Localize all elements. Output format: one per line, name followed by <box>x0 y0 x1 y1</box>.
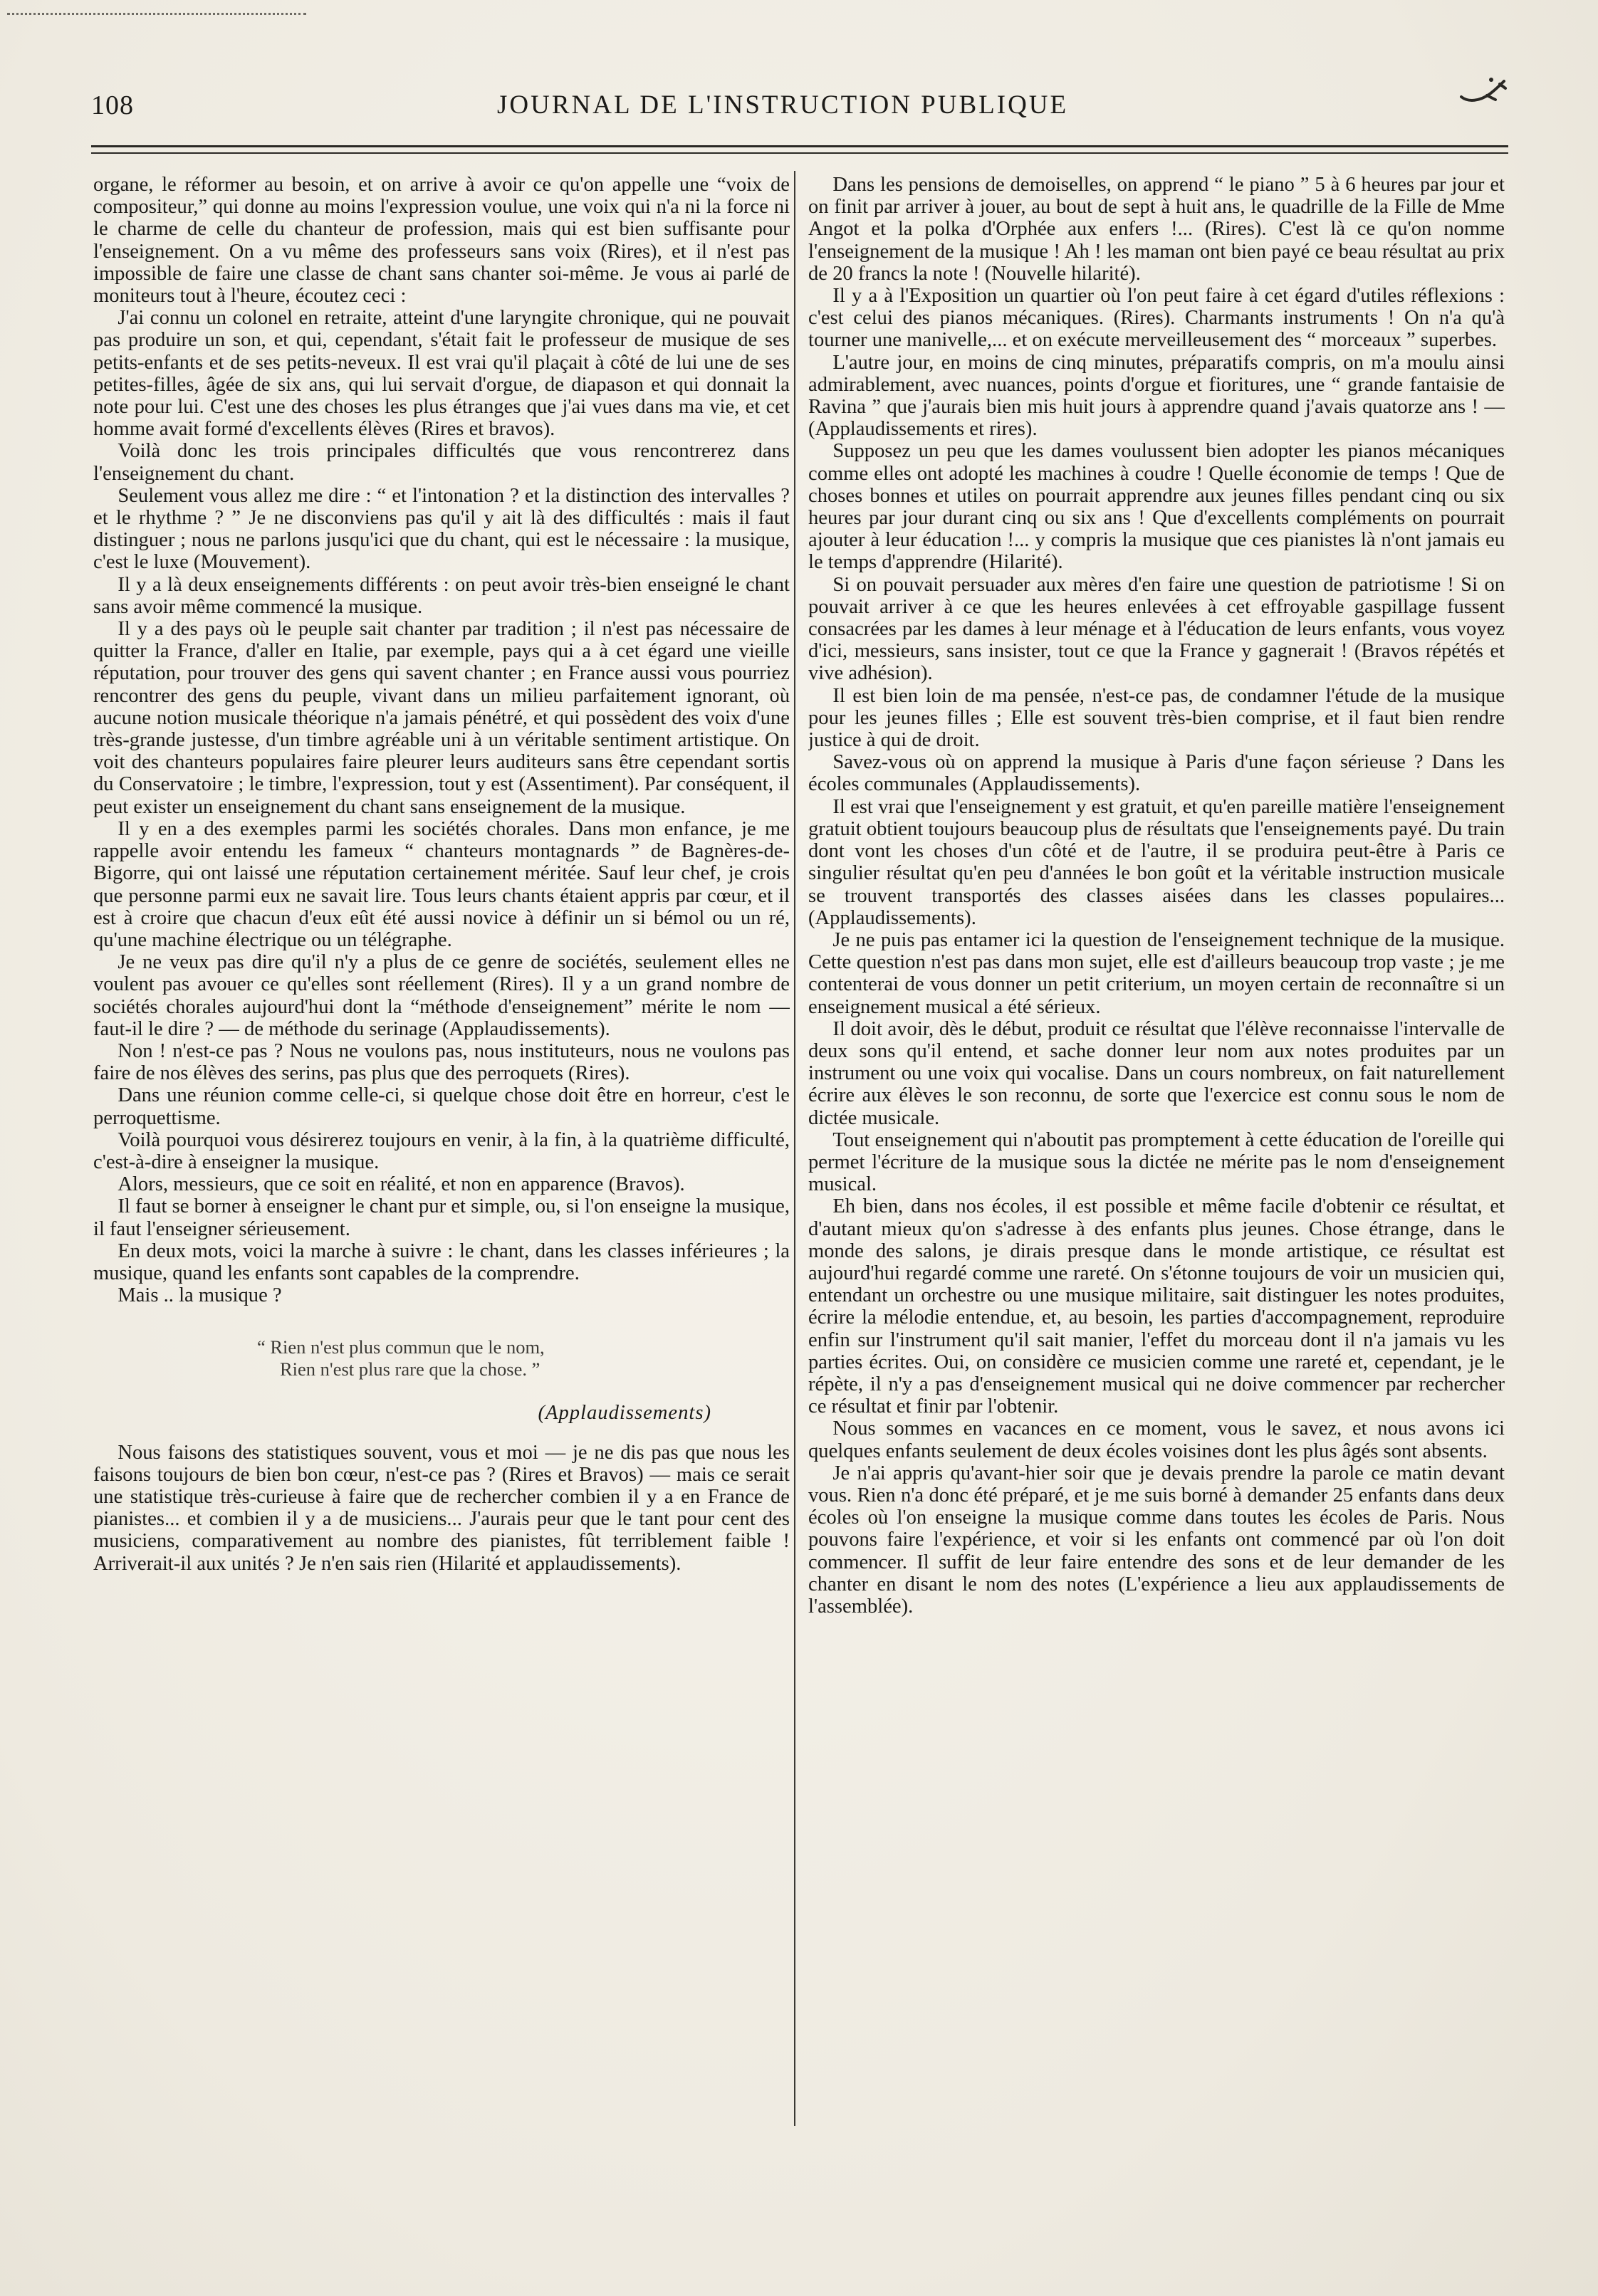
paragraph: Il est vrai que l'enseignement y est gratuit, et qu'en pareille matière l'enseignement gratuit obtient toujours beaucoup plus de résultats que l'enseignements payé. Du train dont vont les choses d'un côté et de l'autre, il se produira peut-être à Paris ce singulier résultat qu'en peu d'années le bon goût et la véritable instruction musicale se trouvent transportés des classes aisées dans les classes populaires... (Applaudissements). <box>808 795 1505 929</box>
header-rule-thin <box>91 152 1508 154</box>
paragraph: Seulement vous allez me dire : “ et l'intonation ? et la distinction des intervalles ? et le rhythme ? ” Je ne disconviens pas qu'il y ait là des difficultés : mais il faut distinguer ; nous ne parlons jusqu'ici que du chant, qui est le nécessaire : la musique, c'est le luxe (Mouvement). <box>93 484 790 574</box>
paragraph: En deux mots, voici la marche à suivre : le chant, dans les classes inférieures ; la musique, quand les enfants sont capables de la comprendre. <box>93 1239 790 1284</box>
paragraph: Il y en a des exemples parmi les sociétés chorales. Dans mon enfance, je me rappelle avoir entendu les fameux “ chanteurs montagnards ” de Bagnères-de-Bigorre, qui ont laissé une réputation certainement méritée. Sauf leur chef, je crois que personne parmi eux ne savait lire. Tous leurs chants étaient appris par cœur, et il est à croire que chacun d'eux eût été aussi novice à définir un si bémol ou un ré, qu'une machine électrique ou un télégraphe. <box>93 817 790 951</box>
paragraph: Je ne puis pas entamer ici la question de l'enseignement technique de la musique. Cette question n'est pas dans mon sujet, elle est d'ailleurs beaucoup trop vaste ; je me contenterai de vous donner un petit criterium, un moyen certain de reconnaître si un enseignement musical a été sérieux. <box>808 928 1505 1018</box>
paragraph: Savez-vous où on apprend la musique à Paris d'une façon sérieuse ? Dans les écoles communales (Applaudissements). <box>808 751 1505 796</box>
paragraph: L'autre jour, en moins de cinq minutes, préparatifs compris, on m'a moulu ainsi admirablement, avec nuances, points d'orgue et fioritures, une “ grande fantaisie de Ravina ” que j'aurais bien mis huit jours à apprendre quand j'avais quatorze ans ! — (Applaudissements et rires). <box>808 351 1505 441</box>
paragraph: Mais .. la musique ? <box>118 1284 282 1307</box>
header-rule-thick <box>91 145 1508 147</box>
paragraph: J'ai connu un colonel en retraite, atteint d'une laryngite chronique, qui ne pouvait pas produire un son, et qui, cependant, s'était fait le professeur de musique de ses petits-enfants et de ses petits-neveux. Il est vrai qu'il plaçait à côté de lui une de ses petites-filles, âgée de six ans, qui lui servait d'orgue, de diapason et qui donnait la note pour lui. C'est une des choses les plus étranges que j'ai vues dans ma vie, et cet homme avait formé d'excellents élèves (Rires et bravos). <box>93 307 790 441</box>
paragraph: Je ne veux pas dire qu'il n'y a plus de ce genre de sociétés, seulement elles ne voulent pas avouer ce qu'elles sont réellement (Rires). Il y a un grand nombre de sociétés chorales aujourd'hui dont la “méthode d'enseignement” mérite le nom — faut-il le dire ? — de méthode du serinage (Applaudissements). <box>93 951 790 1040</box>
paragraph: Il y a à l'Exposition un quartier où l'on peut faire à cet égard d'utiles réflexions : c'est celui des pianos mécaniques. (Rires). Charmants instruments ! On n'a qu'à tourner une manivelle,... et on exécute merveilleusement des “ morceaux ” superbes. <box>808 285 1505 352</box>
paragraph: Non ! n'est-ce pas ? Nous ne voulons pas, nous instituteurs, nous ne voulons pas faire de nos élèves des serins, pas plus que des perroquets (Rires). <box>93 1039 790 1085</box>
page-header <box>91 85 1501 128</box>
paragraph: organe, le réformer au besoin, et on arrive à avoir ce qu'on appelle une “voix de compositeur,” qui donne au moins l'expression voulue, une voix qui n'a ni la force ni le charme de celle du chanteur de profession, mais qui est bien suffisante pour l'enseignement. On a vu même des professeurs sans voix (Rires), et il n'est pas impossible de faire une classe de chant sans chanter soi-même. Je vous ai parlé de moniteurs tout à l'heure, écoutez ceci : <box>93 174 790 308</box>
verse-quote <box>93 1336 790 1380</box>
left-column <box>93 174 790 2124</box>
paragraph: Dans les pensions de demoiselles, on apprend “ le piano ” 5 à 6 heures par jour et on finit par arriver à jouer, au bout de sept à huit ans, le quadrille de la Fille de Mme Angot et la polka d'Orphée aux enfers !... (Rires). C'est là ce qu'on nomme l'enseignement de la musique ! Ah ! les maman ont bien payé ce beau résultat au prix de 20 francs la note ! (Nouvelle hilarité). <box>808 174 1505 285</box>
paragraph: Il est bien loin de ma pensée, n'est-ce pas, de condamner l'étude de la musique pour les jeunes filles ; Elle est souvent très-bien comprise, et il faut bien rendre justice à qui de droit. <box>808 684 1505 752</box>
paragraph: Si on pouvait persuader aux mères d'en faire une question de patriotisme ! Si on pouvait arriver à ce que les heures enlevées à cet effroyable gaspillage fussent consacrées par les dames à leur ménage et à l'éducation de leurs enfants, vous voyez d'ici, messieurs, sans insister, tout ce que la France y gagnerait ! (Bravos répétés et vive adhésion). <box>808 573 1505 685</box>
paragraph: Il doit avoir, dès le début, produit ce résultat que l'élève reconnaisse l'intervalle de deux sons qu'il entend, et sache donner leur nom aux notes produites par un instrument ou une voix qui vocalise. Dans un cours nombreux, on fait naturellement écrire aux élèves le son reconnu, de sorte que l'exercice est connu sous le nom de dictée musicale. <box>808 1017 1505 1129</box>
paragraph: Supposez un peu que les dames voulussent bien adopter les pianos mécaniques comme elles ont adopté les machines à coudre ! Quelle économie de temps ! Que de choses bonnes et utiles on pourrait apprendre aux jeunes filles pendant cinq ou six heures par jour durant cinq ou six ans ! Que d'excellents compléments on pourrait ajouter à leur éducation !... y compris la musique que ces pianistes là n'ont jamais eu le temps d'apprendre (Hilarité). <box>808 440 1505 574</box>
paragraph: Il faut se borner à enseigner le chant pur et simple, ou, si l'on enseigne la musique, il faut l'enseigner sérieusement. <box>93 1195 790 1240</box>
paragraph: Eh bien, dans nos écoles, il est possible et même facile d'obtenir ce résultat, et d'autant mieux qu'on s'adresse à des enfants plus jeunes. Chose étrange, dans le monde des salons, je dirais presque dans le monde artistique, ce résultat est aujourd'hui regardé comme une rareté. On s'étonne toujours de voir un musicien qui, entendant un orchestre ou une musique militaire, sait distinguer les notes produites, écrire la mélodie entendue, et, au besoin, les parties d'accompagnement, reproduire enfin sur l'instrument qu'il sait manier, l'effet du morceau dont il n'a jamais vu les parties écrites. Oui, on considère ce musicien comme une rareté et, cependant, je le répète, il n'y a pas d'enseignement musical qui ne doive commencer par rechercher ce résultat et finir par l'obtenir. <box>808 1195 1505 1418</box>
right-column <box>808 174 1505 2124</box>
paragraph: Il y a des pays où le peuple sait chanter par tradition ; il n'est pas nécessaire de quitter la France, d'aller en Italie, par exemple, pays qui a à cet égard une vieille réputation, pour trouver des gens qui savent chanter ; en France aussi vous pourriez rencontrer des gens du peuple, vivant dans un milieu parfaitement ignorant, où aucune notion musicale théorique n'a jamais pénétré, et qui possèdent des voix d'une très-grande justesse, d'un timbre agréable uni à un véritable sentiment artistique. On voit des chanteurs populaires faire pleurer leurs auditeurs sans être cependant sortis du Conservatoire ; le timbre, l'expression, tout y est (Assentiment). Par conséquent, il peut exister un enseignement du chant sans enseignement de la musique. <box>93 618 790 818</box>
applause-note: (Applaudissements) <box>538 1402 711 1425</box>
paragraph: Je n'ai appris qu'avant-hier soir que je devais prendre la parole ce matin devant vous. Rien n'a donc été préparé, et je me suis borné à demander 25 enfants dans deux écoles où l'on enseigne la musique comme dans toutes les écoles de Paris. Nous pouvons faire l'expérience, et voir si les enfants ont commencé par où l'on doit commencer. Il suffit de leur faire entendre des sons et de leur demander de les chanter en disant le nom des notes (L'expérience a lieu aux applaudissements de l'assemblée). <box>808 1462 1505 1618</box>
ink-mark-icon <box>1458 74 1508 110</box>
top-dotted-rule <box>7 13 306 15</box>
page-number: 108 <box>91 90 134 120</box>
paragraph: Nous faisons des statistiques souvent, vous et moi — je ne dis pas que nous les faisons toujours de bien bon cœur, n'est-ce pas ? (Rires et Bravos) — mais ce serait une statistique très-curieuse à faire que de rechercher combien il y a en France de pianistes... et combien il y a de musiciens... J'aurais peur que le tant pour cent des musiciens, comparativement au nombre des pianistes, fût terriblement faible ! Arriverait-il aux unités ? Je n'en sais rien (Hilarité et applaudissements). <box>93 1441 790 1575</box>
paragraph: Dans une réunion comme celle-ci, si quelque chose doit être en horreur, c'est le perroquettisme. <box>93 1084 790 1129</box>
quote-line: Rien n'est plus rare que la chose. ” <box>280 1358 540 1380</box>
column-divider <box>794 171 795 2126</box>
paragraph: Alors, messieurs, que ce soit en réalité, et non en apparence (Bravos). <box>118 1173 685 1196</box>
journal-title: JOURNAL DE L'INSTRUCTION PUBLIQUE <box>497 90 1069 120</box>
paragraph: Voilà donc les trois principales difficultés que vous rencontrerez dans l'enseignement du chant. <box>93 440 790 485</box>
paragraph: Il y a là deux enseignements différents : on peut avoir très-bien enseigné le chant sans avoir même commencé la musique. <box>93 573 790 618</box>
paragraph: Tout enseignement qui n'aboutit pas promptement à cette éducation de l'oreille qui permet l'écriture de la musique sous la dictée ne mérite pas le nom d'enseignement musical. <box>808 1128 1505 1196</box>
quote-line: “ Rien n'est plus commun que le nom, <box>257 1336 545 1358</box>
paragraph: Voilà pourquoi vous désirerez toujours en venir, à la fin, à la quatrième difficulté, c'est-à-dire à enseigner la musique. <box>93 1128 790 1173</box>
paragraph: Nous sommes en vacances en ce moment, vous le savez, et nous avons ici quelques enfants seulement de deux écoles voisines dont les plus âgés sont absents. <box>808 1417 1505 1462</box>
